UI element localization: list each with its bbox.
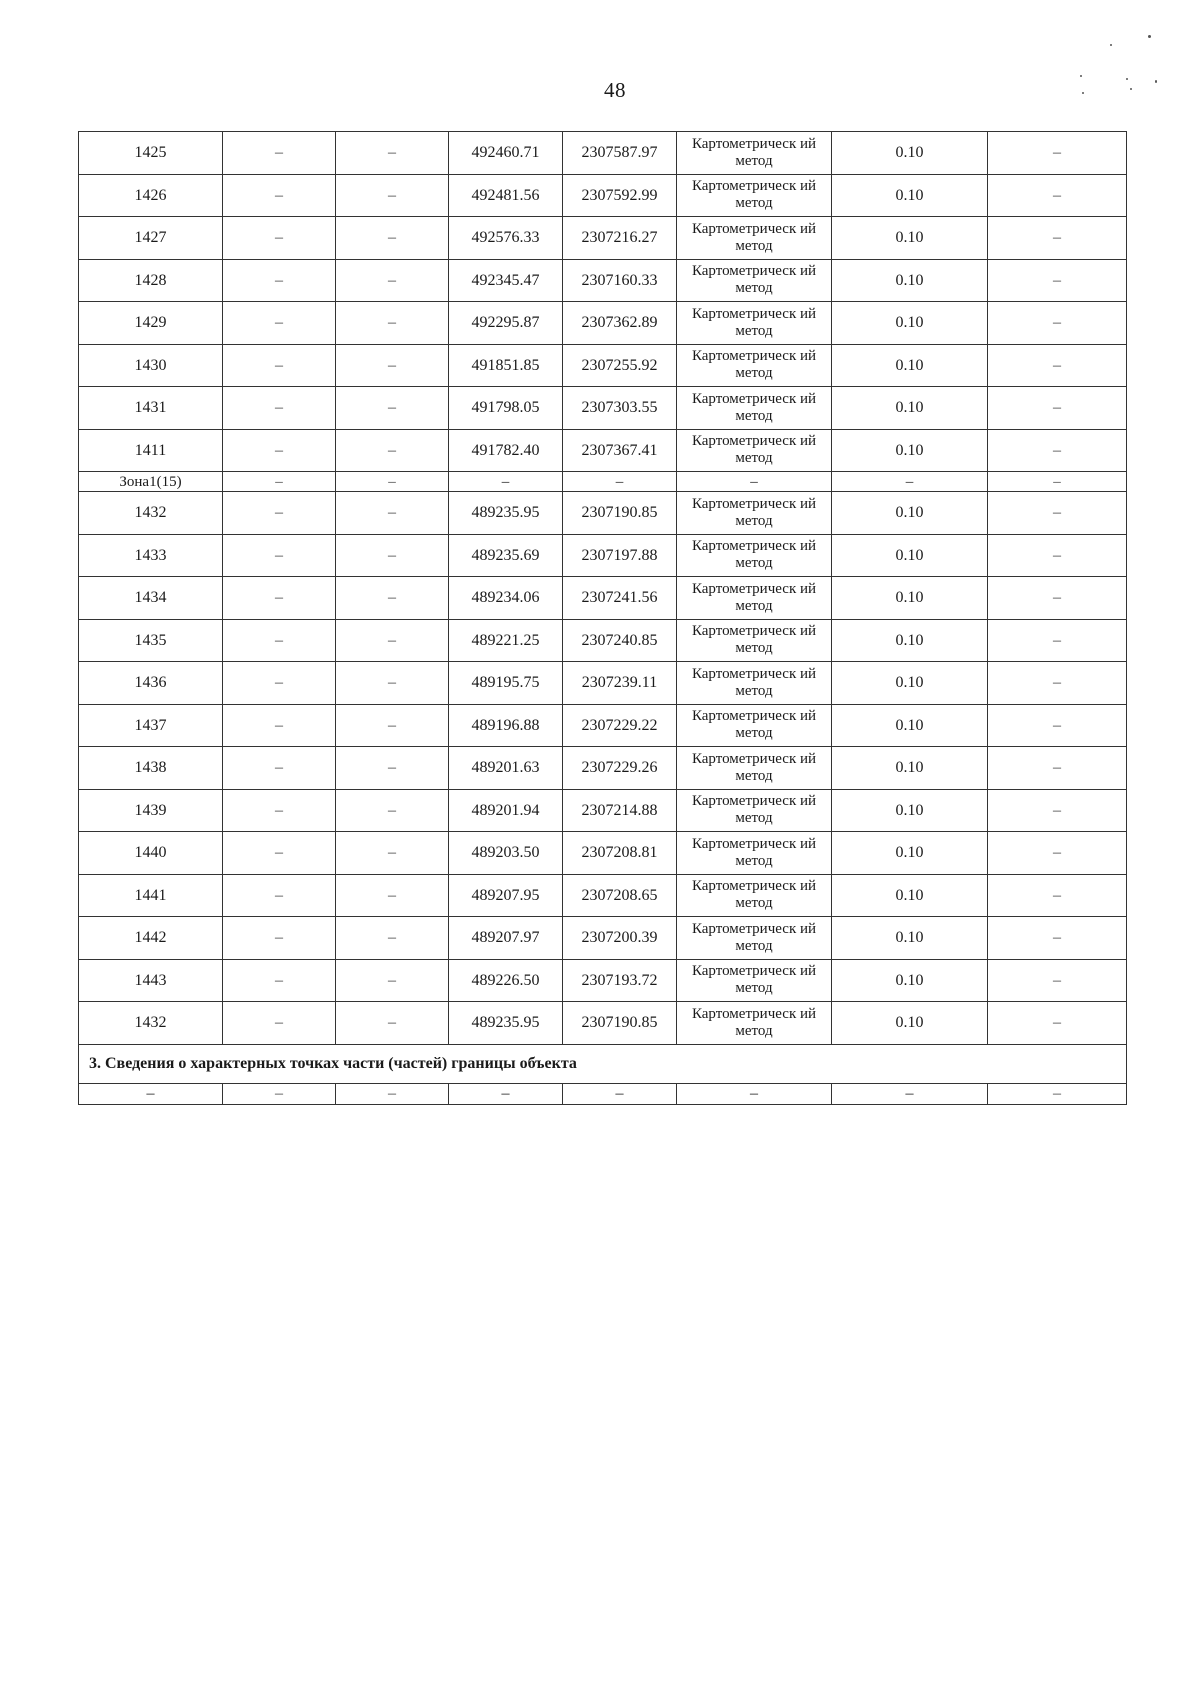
table-cell: Картометрическ ий метод xyxy=(677,217,832,260)
table-cell: 2307303.55 xyxy=(563,387,677,430)
table-cell: 492481.56 xyxy=(449,174,563,217)
table-cell: Картометрическ ий метод xyxy=(677,789,832,832)
table-cell: – xyxy=(223,577,336,620)
table-cell: 0.10 xyxy=(832,577,988,620)
table-cell: – xyxy=(988,577,1127,620)
table-cell: – xyxy=(223,217,336,260)
table-cell: – xyxy=(988,132,1127,175)
table-cell: 1440 xyxy=(79,832,223,875)
table-cell: – xyxy=(336,704,449,747)
table-cell: – xyxy=(336,1083,449,1104)
table-cell: – xyxy=(336,577,449,620)
table-row xyxy=(79,832,1127,875)
table-cell: – xyxy=(336,132,449,175)
table-cell: 0.10 xyxy=(832,747,988,790)
table-row xyxy=(79,217,1127,260)
table-cell: – xyxy=(336,259,449,302)
table-cell: 489235.95 xyxy=(449,1002,563,1045)
table-cell: 492460.71 xyxy=(449,132,563,175)
table-cell: 2307208.81 xyxy=(563,832,677,875)
table-cell: – xyxy=(223,704,336,747)
table-cell: 0.10 xyxy=(832,1002,988,1045)
table-cell: 0.10 xyxy=(832,704,988,747)
table-cell: – xyxy=(677,1083,832,1104)
table-cell: – xyxy=(832,1083,988,1104)
table-cell: – xyxy=(988,917,1127,960)
table-row xyxy=(79,959,1127,1002)
table-cell: 0.10 xyxy=(832,492,988,535)
table-row xyxy=(79,387,1127,430)
table-cell: – xyxy=(988,174,1127,217)
table-cell: – xyxy=(223,747,336,790)
table-cell: Картометрическ ий метод xyxy=(677,302,832,345)
table-cell: 489207.95 xyxy=(449,874,563,917)
table-cell: 489201.63 xyxy=(449,747,563,790)
table-cell: – xyxy=(336,429,449,472)
table-cell: 1439 xyxy=(79,789,223,832)
table-cell: – xyxy=(336,492,449,535)
table-cell: 2307362.89 xyxy=(563,302,677,345)
table-cell: 489234.06 xyxy=(449,577,563,620)
table-cell: 2307587.97 xyxy=(563,132,677,175)
table-cell: – xyxy=(223,302,336,345)
table-cell: – xyxy=(988,1002,1127,1045)
table-cell: – xyxy=(223,662,336,705)
table-cell: 1436 xyxy=(79,662,223,705)
table-cell: 2307592.99 xyxy=(563,174,677,217)
scan-marks xyxy=(1070,30,1160,100)
table-cell: Картометрическ ий метод xyxy=(677,832,832,875)
table-cell: – xyxy=(223,132,336,175)
table-cell: 1438 xyxy=(79,747,223,790)
table-cell: – xyxy=(336,619,449,662)
table-cell: 0.10 xyxy=(832,789,988,832)
table-cell: 0.10 xyxy=(832,874,988,917)
table-cell: Картометрическ ий метод xyxy=(677,259,832,302)
table-cell: 0.10 xyxy=(832,832,988,875)
table-cell: 2307214.88 xyxy=(563,789,677,832)
table-row xyxy=(79,662,1127,705)
table-row xyxy=(79,344,1127,387)
zone-row xyxy=(79,472,1127,492)
table-cell: – xyxy=(336,472,449,492)
table-cell: 492295.87 xyxy=(449,302,563,345)
table-cell: – xyxy=(223,1083,336,1104)
table-cell: – xyxy=(988,959,1127,1002)
table-row xyxy=(79,174,1127,217)
table-cell: 2307216.27 xyxy=(563,217,677,260)
table-cell: 1443 xyxy=(79,959,223,1002)
table-cell: – xyxy=(988,217,1127,260)
table-cell: – xyxy=(223,917,336,960)
table-cell: 1430 xyxy=(79,344,223,387)
table-cell: – xyxy=(223,959,336,1002)
table-cell: – xyxy=(988,472,1127,492)
table-cell: – xyxy=(336,387,449,430)
table-cell: – xyxy=(336,832,449,875)
table-cell: 489221.25 xyxy=(449,619,563,662)
table-cell: – xyxy=(988,1083,1127,1104)
coordinates-table xyxy=(78,131,1127,1105)
table-cell: – xyxy=(223,492,336,535)
table-cell: 1429 xyxy=(79,302,223,345)
table-cell: 2307160.33 xyxy=(563,259,677,302)
table-cell: Картометрическ ий метод xyxy=(677,344,832,387)
table-cell: Картометрическ ий метод xyxy=(677,662,832,705)
table-cell: Картометрическ ий метод xyxy=(677,747,832,790)
table-cell: 491798.05 xyxy=(449,387,563,430)
table-cell: – xyxy=(988,662,1127,705)
table-cell: Картометрическ ий метод xyxy=(677,429,832,472)
table-cell: 0.10 xyxy=(832,534,988,577)
table-cell: – xyxy=(223,619,336,662)
table-cell: – xyxy=(336,1002,449,1045)
table-cell: – xyxy=(336,174,449,217)
table-cell: – xyxy=(223,534,336,577)
table-cell: 2307208.65 xyxy=(563,874,677,917)
table-cell: 0.10 xyxy=(832,662,988,705)
table-cell: 1441 xyxy=(79,874,223,917)
table-row xyxy=(79,1002,1127,1045)
table-row xyxy=(79,789,1127,832)
table-cell: 489196.88 xyxy=(449,704,563,747)
table-cell: 0.10 xyxy=(832,917,988,960)
table-cell: Картометрическ ий метод xyxy=(677,577,832,620)
table-cell: – xyxy=(563,1083,677,1104)
table-cell: – xyxy=(336,534,449,577)
table-cell: – xyxy=(988,789,1127,832)
table-cell: 0.10 xyxy=(832,217,988,260)
table-cell: 2307241.56 xyxy=(563,577,677,620)
table-cell: – xyxy=(223,387,336,430)
table-cell: – xyxy=(223,472,336,492)
table-cell: 1437 xyxy=(79,704,223,747)
table-cell: 2307229.22 xyxy=(563,704,677,747)
table-cell: – xyxy=(336,874,449,917)
section-heading: 3. Сведения о характерных точках части (частей) границы объекта xyxy=(79,1044,1127,1083)
table-cell: – xyxy=(988,429,1127,472)
table-cell: 2307190.85 xyxy=(563,492,677,535)
table-row xyxy=(79,704,1127,747)
table-cell: – xyxy=(336,917,449,960)
table-cell: Картометрическ ий метод xyxy=(677,619,832,662)
table-cell: 0.10 xyxy=(832,174,988,217)
table-cell: – xyxy=(79,1083,223,1104)
table-cell: 0.10 xyxy=(832,259,988,302)
table-cell: 492345.47 xyxy=(449,259,563,302)
table-cell: 1431 xyxy=(79,387,223,430)
table-cell: 489203.50 xyxy=(449,832,563,875)
table-cell: – xyxy=(336,789,449,832)
table-cell: 1432 xyxy=(79,1002,223,1045)
table-cell: 1442 xyxy=(79,917,223,960)
table-cell: 0.10 xyxy=(832,387,988,430)
table-row xyxy=(79,302,1127,345)
table-cell: – xyxy=(988,704,1127,747)
table-row xyxy=(79,747,1127,790)
table-cell: 2307200.39 xyxy=(563,917,677,960)
table-cell: 489235.95 xyxy=(449,492,563,535)
section-heading-row xyxy=(79,1044,1127,1083)
table-cell: – xyxy=(223,344,336,387)
table-cell: Картометрическ ий метод xyxy=(677,174,832,217)
table-cell: – xyxy=(988,832,1127,875)
table-cell: – xyxy=(563,472,677,492)
table-cell: 1435 xyxy=(79,619,223,662)
table-row xyxy=(79,429,1127,472)
table-cell: 0.10 xyxy=(832,959,988,1002)
table-cell: – xyxy=(223,832,336,875)
table-cell: 1433 xyxy=(79,534,223,577)
table-cell: Картометрическ ий метод xyxy=(677,874,832,917)
table-row xyxy=(79,492,1127,535)
table-cell: – xyxy=(988,492,1127,535)
table-cell: 2307239.11 xyxy=(563,662,677,705)
table-cell: – xyxy=(223,174,336,217)
table-cell: – xyxy=(988,344,1127,387)
table-cell: – xyxy=(223,874,336,917)
table-cell: 0.10 xyxy=(832,619,988,662)
table-cell: 489201.94 xyxy=(449,789,563,832)
table-cell: 2307255.92 xyxy=(563,344,677,387)
table-cell: 489226.50 xyxy=(449,959,563,1002)
table-row xyxy=(79,917,1127,960)
table-row xyxy=(79,874,1127,917)
table-cell: 489235.69 xyxy=(449,534,563,577)
table-cell: Картометрическ ий метод xyxy=(677,534,832,577)
table-cell: 0.10 xyxy=(832,429,988,472)
table-row xyxy=(79,132,1127,175)
table-cell: 2307197.88 xyxy=(563,534,677,577)
table-cell: – xyxy=(336,959,449,1002)
table-cell: 1434 xyxy=(79,577,223,620)
table-cell: – xyxy=(988,534,1127,577)
table-cell: 1426 xyxy=(79,174,223,217)
table-cell: – xyxy=(988,747,1127,790)
table-row xyxy=(79,577,1127,620)
table-cell: – xyxy=(449,1083,563,1104)
table-cell: – xyxy=(832,472,988,492)
table-cell: – xyxy=(223,789,336,832)
table-cell: – xyxy=(336,217,449,260)
table-cell: – xyxy=(988,259,1127,302)
table-cell: 2307240.85 xyxy=(563,619,677,662)
table-cell: – xyxy=(223,429,336,472)
table-cell: 489195.75 xyxy=(449,662,563,705)
table-cell: Картометрическ ий метод xyxy=(677,387,832,430)
empty-part-row xyxy=(79,1083,1127,1104)
table-cell: 2307193.72 xyxy=(563,959,677,1002)
table-cell: Картометрическ ий метод xyxy=(677,959,832,1002)
table-row xyxy=(79,259,1127,302)
table-cell: Картометрическ ий метод xyxy=(677,132,832,175)
table-cell: 1432 xyxy=(79,492,223,535)
table-cell: 1425 xyxy=(79,132,223,175)
table-cell: 492576.33 xyxy=(449,217,563,260)
table-cell: Картометрическ ий метод xyxy=(677,917,832,960)
table-cell: – xyxy=(223,1002,336,1045)
page-number: 48 xyxy=(604,78,626,102)
table-cell: – xyxy=(988,302,1127,345)
table-row xyxy=(79,619,1127,662)
table-row xyxy=(79,534,1127,577)
table-cell: 1427 xyxy=(79,217,223,260)
table-cell: 2307190.85 xyxy=(563,1002,677,1045)
table-cell: – xyxy=(988,874,1127,917)
table-cell: Картометрическ ий метод xyxy=(677,492,832,535)
table-cell: – xyxy=(449,472,563,492)
table-cell: – xyxy=(336,747,449,790)
table-cell: – xyxy=(336,344,449,387)
table-cell: Картометрическ ий метод xyxy=(677,1002,832,1045)
table-cell: 2307367.41 xyxy=(563,429,677,472)
table-cell: 491782.40 xyxy=(449,429,563,472)
table-cell: 491851.85 xyxy=(449,344,563,387)
table-cell: Зона1(15) xyxy=(79,472,223,492)
table-cell: Картометрическ ий метод xyxy=(677,704,832,747)
table-cell: 1411 xyxy=(79,429,223,472)
table-cell: 489207.97 xyxy=(449,917,563,960)
table-cell: 1428 xyxy=(79,259,223,302)
table-cell: – xyxy=(336,662,449,705)
table-cell: 0.10 xyxy=(832,344,988,387)
table-cell: 0.10 xyxy=(832,132,988,175)
table-cell: 0.10 xyxy=(832,302,988,345)
table-cell: – xyxy=(988,387,1127,430)
table-cell: – xyxy=(336,302,449,345)
table-cell: – xyxy=(677,472,832,492)
table-cell: 2307229.26 xyxy=(563,747,677,790)
table-cell: – xyxy=(223,259,336,302)
table-cell: – xyxy=(988,619,1127,662)
